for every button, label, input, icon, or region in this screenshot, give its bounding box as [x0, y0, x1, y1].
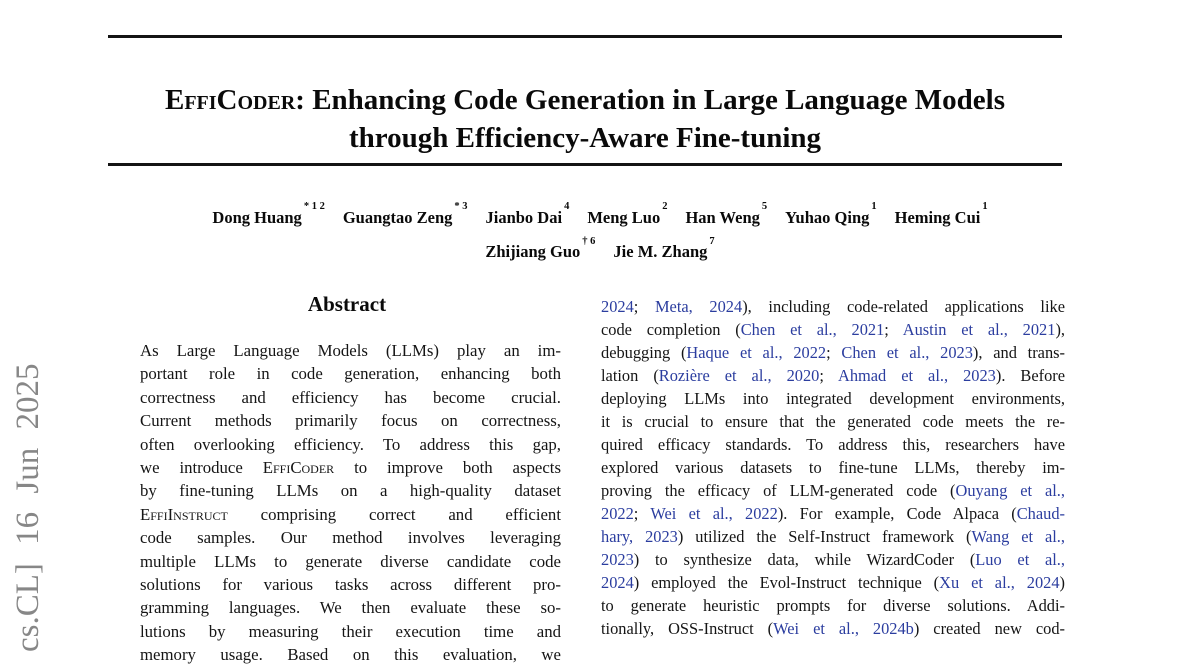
text-span: tionally, OSS-Instruct ( — [601, 619, 774, 638]
citation-link[interactable]: Chen et al., 2021 — [740, 320, 885, 339]
text-line — [601, 619, 1065, 642]
intro-text — [601, 297, 1065, 642]
author-name: Zhijiang Guo$^{\dagger 6}$ — [485, 235, 596, 261]
text-line — [140, 458, 561, 481]
text-line — [140, 622, 561, 645]
efficoder-wordmark: EffiCoder: — [164, 84, 305, 117]
text-line — [601, 435, 1065, 458]
author-superscript: 2 — [662, 201, 668, 212]
paper-title — [108, 81, 1062, 157]
citation-link[interactable]: Wei et al., 2022 — [650, 504, 778, 523]
text-line — [601, 458, 1065, 481]
citation-link[interactable]: Xu et al., 2024 — [939, 573, 1060, 592]
text-span: ; — [819, 366, 838, 385]
author-superscript: 5 — [761, 201, 768, 212]
text-span: ; — [633, 504, 651, 523]
citation-link[interactable]: Haque et al., 2022 — [686, 343, 827, 362]
text-line — [140, 505, 561, 528]
text-line — [601, 389, 1065, 412]
text-span: ) — [1059, 573, 1065, 592]
text-span: it is crucial to ensure that the generated code meets the re- — [601, 412, 1065, 431]
text-line — [601, 550, 1065, 573]
text-span: ). Before — [995, 366, 1065, 385]
text-line — [140, 645, 561, 668]
text-line — [601, 320, 1065, 343]
text-span: ; — [633, 297, 655, 316]
text-line — [140, 552, 561, 575]
citation-link[interactable]: 2022 — [601, 504, 634, 523]
text-span: lation ( — [601, 366, 659, 385]
text-span: correctness and efficiency has become crucial. — [140, 387, 561, 407]
text-line — [601, 573, 1065, 596]
author-name: Jianbo Dai$^4$ — [485, 201, 570, 227]
citation-link[interactable]: Meta, 2024 — [654, 297, 743, 316]
text-span: ) to synthesize data, while WizardCoder ( — [633, 550, 976, 569]
abstract-text — [140, 341, 561, 668]
text-span: code samples. Our method involves leveraging — [140, 528, 561, 548]
text-span: ) utilized the Self-Instruct framework ( — [677, 527, 972, 546]
text-span: to generate heuristic prompts for diverse solutions. Addi- — [601, 596, 1065, 615]
text-line — [140, 598, 561, 621]
author-superscript: † 6 — [582, 235, 596, 247]
text-span: debugging ( — [601, 343, 687, 362]
author-block — [60, 198, 1140, 267]
text-span: As Large Language Models (LLMs) play an im- — [140, 341, 561, 360]
text-line — [140, 481, 561, 504]
text-span: quired efficacy standards. To address this, researchers have — [601, 435, 1065, 454]
author-name: Guangtao Zeng$^{* 3}$ — [342, 201, 468, 227]
citation-link[interactable]: hary, 2023 — [601, 527, 678, 546]
text-span: often overlooking efficiency. To address this gap, — [140, 434, 561, 454]
text-span: gramming languages. We then evaluate these so- — [140, 598, 561, 618]
citation-link[interactable]: 2023 — [601, 550, 634, 569]
text-span: explored various datasets to fine-tune LLMs, thereby im- — [601, 458, 1065, 477]
paper-title-line2: through Efficiency-Aware Fine-tuning — [348, 122, 822, 155]
paper-title-line1: EffiCoder: Enhancing Code Generation in Large Language Models — [164, 84, 1006, 117]
text-span: code completion ( — [601, 320, 741, 339]
text-line — [140, 575, 561, 598]
citation-link[interactable]: 2024 — [601, 297, 634, 316]
citation-link[interactable]: Wei et al., 2024b — [773, 619, 914, 638]
title-bottom-rule — [108, 163, 1062, 166]
citation-link[interactable]: Ouyang et al., — [955, 481, 1065, 500]
text-span: ) employed the Evol-Instruct technique ( — [633, 573, 940, 592]
text-span: multiple LLMs to generate diverse candidate code — [140, 551, 561, 571]
text-line — [140, 388, 561, 411]
text-span: proving the efficacy of LLM-generated code ( — [601, 481, 956, 500]
author-superscript: * 1 2 — [303, 201, 325, 212]
text-line — [601, 297, 1065, 320]
author-superscript: * 3 — [454, 201, 468, 212]
text-span: we introduce — [140, 457, 263, 477]
author-name: Meng Luo$^2$ — [587, 201, 668, 227]
text-line — [140, 435, 561, 458]
citation-link[interactable]: Rozière et al., 2020 — [658, 366, 820, 385]
author-superscript: 7 — [709, 235, 715, 247]
text-span: ), including code-related applications like — [742, 297, 1065, 316]
citation-link[interactable]: Austin et al., 2021 — [902, 320, 1056, 339]
author-name: Yuhao Qing$^1$ — [785, 201, 877, 227]
text-span: Current methods primarily focus on correctness, — [140, 411, 561, 431]
text-line — [601, 596, 1065, 619]
text-line — [601, 504, 1065, 527]
text-span: ). For example, Code Alpaca ( — [777, 504, 1017, 523]
text-span: portant role in code generation, enhancing both — [140, 364, 561, 384]
author-superscript: 1 — [871, 201, 877, 212]
text-line — [140, 528, 561, 551]
author-superscript: 4 — [564, 201, 570, 212]
text-span: lutions by measuring their execution time and — [140, 621, 561, 641]
abstract-heading: Abstract — [307, 292, 387, 316]
text-span: ; — [826, 343, 842, 362]
citation-link[interactable]: Ahmad et al., 2023 — [838, 366, 996, 385]
text-line — [601, 527, 1065, 550]
citation-link[interactable]: Luo et al., — [975, 550, 1065, 569]
text-span: ), and trans- — [972, 343, 1065, 362]
text-line — [140, 341, 561, 364]
text-span: solutions for various tasks across different pro- — [140, 574, 561, 594]
text-span: to improve both aspects — [334, 457, 561, 477]
text-line — [140, 364, 561, 387]
text-line — [601, 366, 1065, 389]
smallcaps-text: EffiCoder — [262, 457, 335, 477]
author-name: Dong Huang$^{* 1 2}$ — [212, 201, 325, 227]
text-span: memory usage. Based on this evaluation, we — [140, 645, 561, 665]
authors-line-2 — [60, 233, 1140, 268]
author-name: Han Weng$^5$ — [685, 201, 768, 227]
text-span: deploying LLMs into integrated development environments, — [601, 389, 1065, 408]
title-top-rule — [108, 35, 1062, 38]
text-span: comprising correct and efficient — [227, 504, 561, 524]
author-superscript: 1 — [982, 201, 988, 212]
citation-link[interactable]: Chaud- — [1016, 504, 1065, 523]
citation-link[interactable]: 2024 — [601, 573, 634, 592]
author-name: Jie M. Zhang$^7$ — [613, 235, 715, 261]
text-line — [601, 412, 1065, 435]
text-line — [601, 343, 1065, 366]
text-line — [601, 481, 1065, 504]
text-span: ), — [1055, 320, 1065, 339]
text-line — [140, 411, 561, 434]
smallcaps-text: EffiInstruct — [140, 504, 228, 524]
citation-link[interactable]: Wang et al., — [971, 527, 1065, 546]
text-span: ) created new cod- — [913, 619, 1065, 638]
arxiv-stamp: cs.CL] 16 Jun 2025 — [10, 363, 46, 652]
text-span: by fine-tuning LLMs on a high-quality dataset — [140, 481, 561, 501]
authors-line-1 — [60, 198, 1140, 233]
citation-link[interactable]: Chen et al., 2023 — [841, 343, 973, 362]
author-name: Heming Cui$^1$ — [894, 201, 988, 227]
text-span: ; — [884, 320, 903, 339]
